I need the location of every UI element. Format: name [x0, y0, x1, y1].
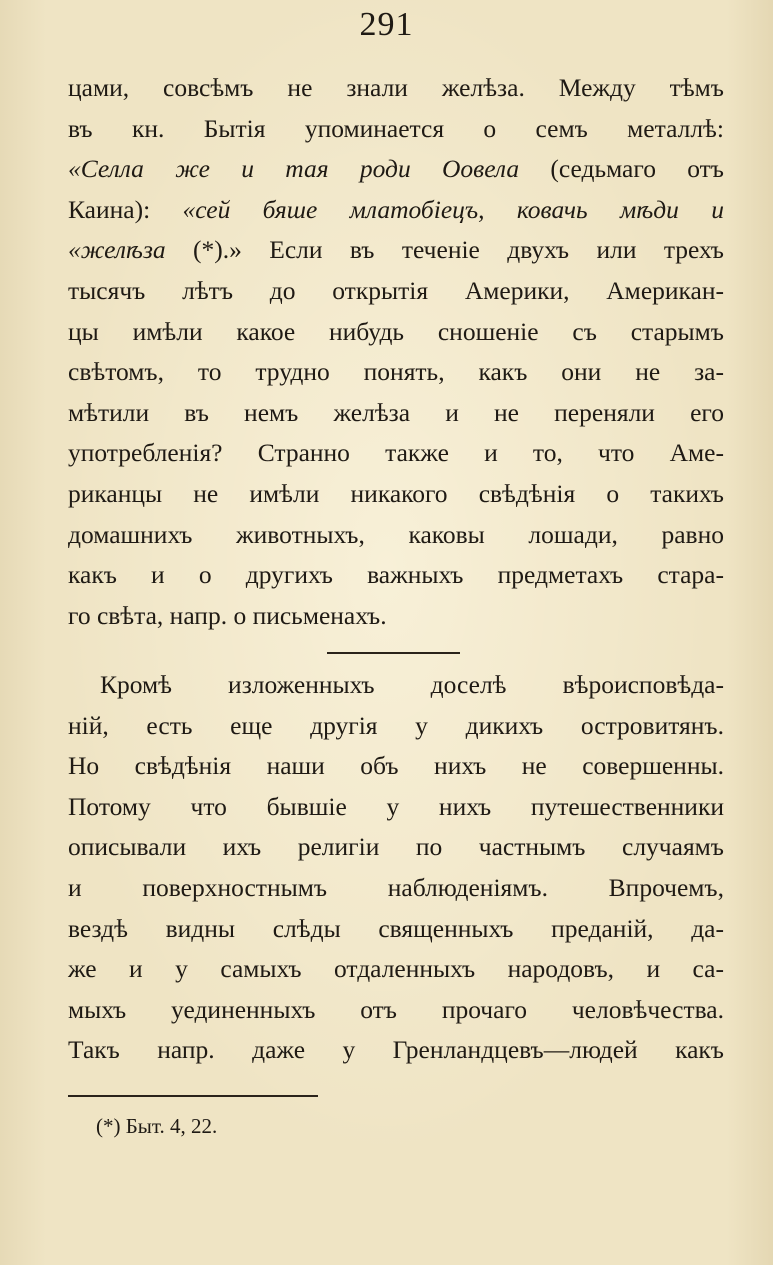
text-segment: мѣтили въ немъ желѣза и не переняли его [68, 397, 724, 427]
italic-quote: «Селла же и тая роди Оовела [68, 154, 520, 184]
text-line: Потому что бывшіе у нихъ путешественники [68, 791, 724, 821]
text-line: вездѣ видны слѣды священныхъ преданій, да- [68, 913, 724, 943]
paragraph-2 [68, 665, 724, 1071]
text-line: мыхъ уединенныхъ отъ прочаго человѣчества. [68, 994, 724, 1024]
footnote: (*) Быт. 4, 22. [96, 1114, 218, 1138]
text-line [68, 596, 724, 637]
text-line: Такъ напр. даже у Гренландцевъ—людей какъ [68, 1035, 724, 1065]
text-segment: свѣтомъ, то трудно понять, какъ они не за- [68, 357, 724, 387]
text-line [68, 271, 724, 312]
text-line: Кромѣ изложенныхъ доселѣ вѣроисповѣда- [100, 670, 724, 699]
text-line [68, 352, 724, 393]
text-segment: домашнихъ животныхъ, каковы лошади, равно [68, 519, 724, 549]
text-segment: въ кн. Бытія упоминается о семъ металлѣ: [68, 113, 724, 143]
text-segment: тысячъ лѣтъ до открытія Америки, Американ- [68, 275, 724, 305]
text-line [68, 109, 724, 150]
text-segment: какъ и о другихъ важныхъ предметахъ стара- [68, 560, 724, 590]
text-segment: Каина): [68, 194, 183, 224]
text-line [68, 190, 724, 231]
text-segment: цами, совсѣмъ не знали желѣза. Между тѣмъ [68, 73, 724, 102]
text-segment: го свѣта, напр. о письменахъ. [68, 600, 387, 630]
text-line [68, 433, 724, 474]
text-line [68, 149, 724, 190]
text-line [68, 230, 724, 271]
text-line [68, 393, 724, 434]
text-segment: употребленія? Странно также и то, что Аме- [68, 438, 724, 468]
text-line [68, 515, 724, 556]
paragraph-1 [68, 68, 724, 636]
text-segment: риканцы не имѣли никакого свѣдѣнія о такихъ [68, 478, 724, 508]
text-segment: (*).» Если въ теченіе двухъ или трехъ [165, 235, 724, 265]
text-line [68, 312, 724, 353]
text-line: же и у самыхъ отдаленныхъ народовъ, и са- [68, 954, 724, 984]
italic-quote: «желѣза [68, 235, 166, 265]
italic-quote: «сей бяше млатобіецъ, ковачь мѣди и [182, 194, 724, 224]
section-divider [327, 652, 460, 654]
footnote-rule [68, 1095, 318, 1097]
text-line [68, 68, 724, 109]
text-line [68, 474, 724, 515]
text-segment: цы имѣли какое нибудь сношеніе съ старымъ [68, 316, 724, 346]
text-line: описывали ихъ религіи по частнымъ случаямъ [68, 832, 724, 862]
text-line: Но свѣдѣнія наши объ нихъ не совершенны. [68, 751, 724, 781]
text-line: и поверхностнымъ наблюденіямъ. Впрочемъ, [68, 872, 724, 902]
text-line: ній, есть еще другія у дикихъ островитянъ. [68, 710, 724, 740]
text-segment: (седьмаго отъ [519, 154, 724, 184]
text-line [68, 555, 724, 596]
page-number: 291 [359, 6, 414, 43]
